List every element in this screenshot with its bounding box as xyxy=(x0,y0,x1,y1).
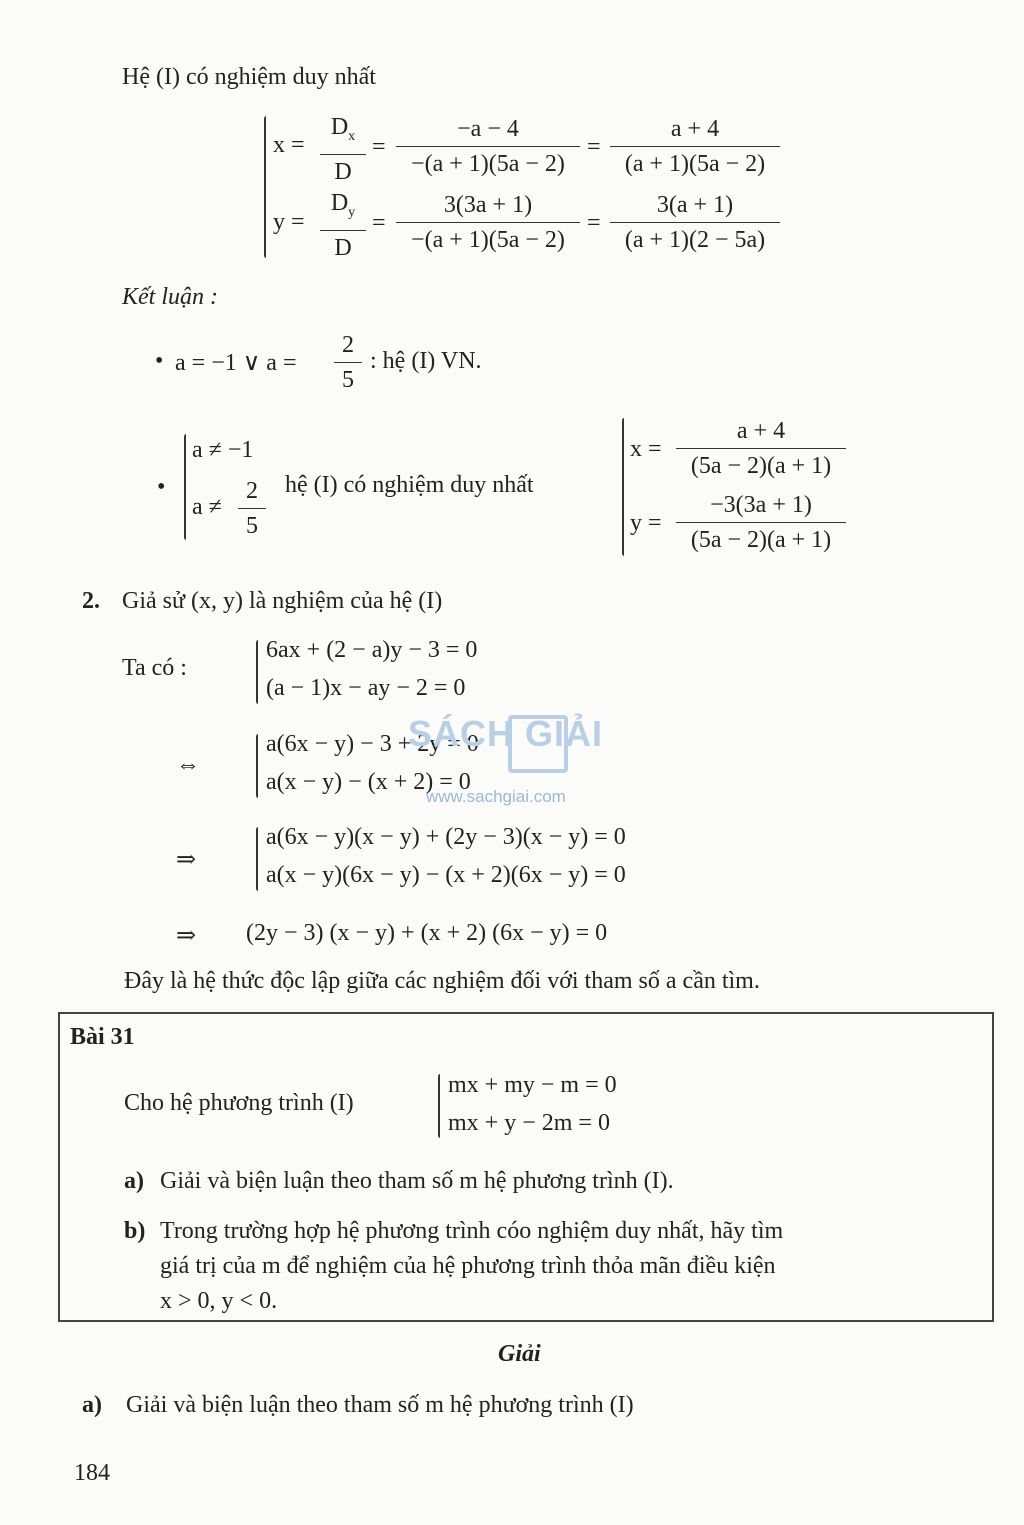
solution-a-text: Giải và biện luận theo tham số m hệ phương trình (I) xyxy=(126,1392,634,1418)
bullet-dot: • xyxy=(157,474,166,500)
result-brace xyxy=(622,418,624,556)
x-fraction-3 xyxy=(610,112,780,181)
frac-den: (a + 1)(2 − 5a) xyxy=(624,227,766,253)
frac-num: 3(a + 1) xyxy=(656,192,734,218)
exercise-eq2: mx + y − 2m = 0 xyxy=(448,1110,610,1136)
part-b-label: b) xyxy=(124,1218,146,1244)
x-lhs: x = xyxy=(273,132,305,158)
bullet1-result: : hệ (I) VN. xyxy=(370,348,482,374)
system1-line1: 6ax + (2 − a)y − 3 = 0 xyxy=(266,637,478,663)
part-b-line1: Trong trường hợp hệ phương trình cóo nghiệm duy nhất, hãy tìm xyxy=(160,1218,784,1244)
exercise-title: Bài 31 xyxy=(70,1024,135,1050)
watermark xyxy=(408,713,618,813)
y-fraction-2 xyxy=(396,188,580,257)
frac-num: −3(3a + 1) xyxy=(710,492,812,518)
y-fraction-3 xyxy=(610,188,780,257)
implies-symbol: ⇒ xyxy=(176,923,197,949)
intro-text: Hệ (I) có nghiệm duy nhất xyxy=(122,64,376,90)
system2-line1: a(6x − y) − 3 + 2y = 0 xyxy=(266,731,479,757)
frac-num: 2 xyxy=(246,478,258,504)
frac-den: −(a + 1)(5a − 2) xyxy=(411,151,565,177)
solution-brace xyxy=(264,116,266,258)
equals: = xyxy=(587,210,601,236)
y-dy-over-d xyxy=(320,186,366,265)
frac-num: $D_x$ xyxy=(330,114,356,144)
part2-conclusion: Đây là hệ thức độc lập giữa các nghiệm đối với tham số a cần tìm. xyxy=(124,968,760,994)
system2-brace xyxy=(256,734,258,798)
x-fraction-2 xyxy=(396,112,580,181)
exercise-intro: Cho hệ phương trình (I) xyxy=(124,1090,354,1116)
exercise-eq1: mx + my − m = 0 xyxy=(448,1072,617,1098)
frac-den: D xyxy=(334,158,352,185)
final-relation: (2y − 3) (x − y) + (x + 2) (6x − y) = 0 xyxy=(246,920,608,946)
frac-den: 5 xyxy=(246,513,258,539)
frac-num: a + 4 xyxy=(736,418,786,444)
frac-den: −(a + 1)(5a − 2) xyxy=(411,227,565,253)
bullet-dot: • xyxy=(155,348,164,374)
watermark-logo: SÁCH GIẢI xyxy=(408,713,604,754)
system3-line1: a(6x − y)(x − y) + (2y − 3)(x − y) = 0 xyxy=(266,824,626,850)
frac-den: D xyxy=(334,234,352,261)
frac-num: 3(3a + 1) xyxy=(443,192,533,218)
y-lhs: y = xyxy=(273,209,305,235)
implies-symbol: ⇒ xyxy=(176,847,197,873)
page-number: 184 xyxy=(74,1460,110,1486)
equals: = xyxy=(587,134,601,160)
exercise-brace xyxy=(438,1074,440,1138)
system2-line2: a(x − y) − (x + 2) = 0 xyxy=(266,769,471,795)
equals: = xyxy=(372,134,386,160)
frac-den: (5a − 2)(a + 1) xyxy=(690,453,832,479)
frac-den: 5 xyxy=(342,367,354,393)
condition-1: a ≠ −1 xyxy=(192,437,254,463)
y-result-fraction xyxy=(676,488,846,557)
taco-label: Ta có : xyxy=(122,655,187,681)
part-a-label: a) xyxy=(124,1168,144,1194)
part-b-line3: x > 0, y < 0. xyxy=(160,1288,278,1314)
x-result-lhs: x = xyxy=(630,436,662,462)
system1-brace xyxy=(256,640,258,704)
x-dx-over-d xyxy=(320,110,366,189)
iff-symbol: ⇔ xyxy=(176,752,200,778)
watermark-url: www.sachgiai.com xyxy=(426,787,566,806)
bullet2-middle: hệ (I) có nghiệm duy nhất xyxy=(285,472,534,498)
frac-num: a + 4 xyxy=(670,116,720,142)
part2-number: 2. xyxy=(82,588,100,614)
part-b-line2: giá trị của m để nghiệm của hệ phương trình thỏa mãn điều kiện xyxy=(160,1253,776,1279)
x-result-fraction xyxy=(676,414,846,483)
bullet1-fraction xyxy=(334,328,362,397)
equals: = xyxy=(372,210,386,236)
system3-brace xyxy=(256,827,258,891)
part2-intro: Giả sử (x, y) là nghiệm của hệ (I) xyxy=(122,588,443,614)
conclusion-label: Kết luận : xyxy=(122,284,218,310)
condition-brace xyxy=(184,434,186,540)
bullet1-condition: a = −1 ∨ a = xyxy=(175,350,297,376)
system3-line2: a(x − y)(6x − y) − (x + 2)(6x − y) = 0 xyxy=(266,862,626,888)
solution-a-label: a) xyxy=(82,1392,102,1418)
frac-den: (5a − 2)(a + 1) xyxy=(690,527,832,553)
y-result-lhs: y = xyxy=(630,510,662,536)
condition-2-fraction xyxy=(238,474,266,543)
solution-heading: Giải xyxy=(498,1341,541,1367)
system1-line2: (a − 1)x − ay − 2 = 0 xyxy=(266,675,466,701)
frac-num: 2 xyxy=(342,332,354,358)
frac-num: −a − 4 xyxy=(457,116,519,142)
frac-num: $D_y$ xyxy=(330,190,356,220)
condition-2: a ≠ xyxy=(192,494,222,520)
frac-den: (a + 1)(5a − 2) xyxy=(624,151,766,177)
part-a-text: Giải và biện luận theo tham số m hệ phương trình (I). xyxy=(160,1168,674,1194)
